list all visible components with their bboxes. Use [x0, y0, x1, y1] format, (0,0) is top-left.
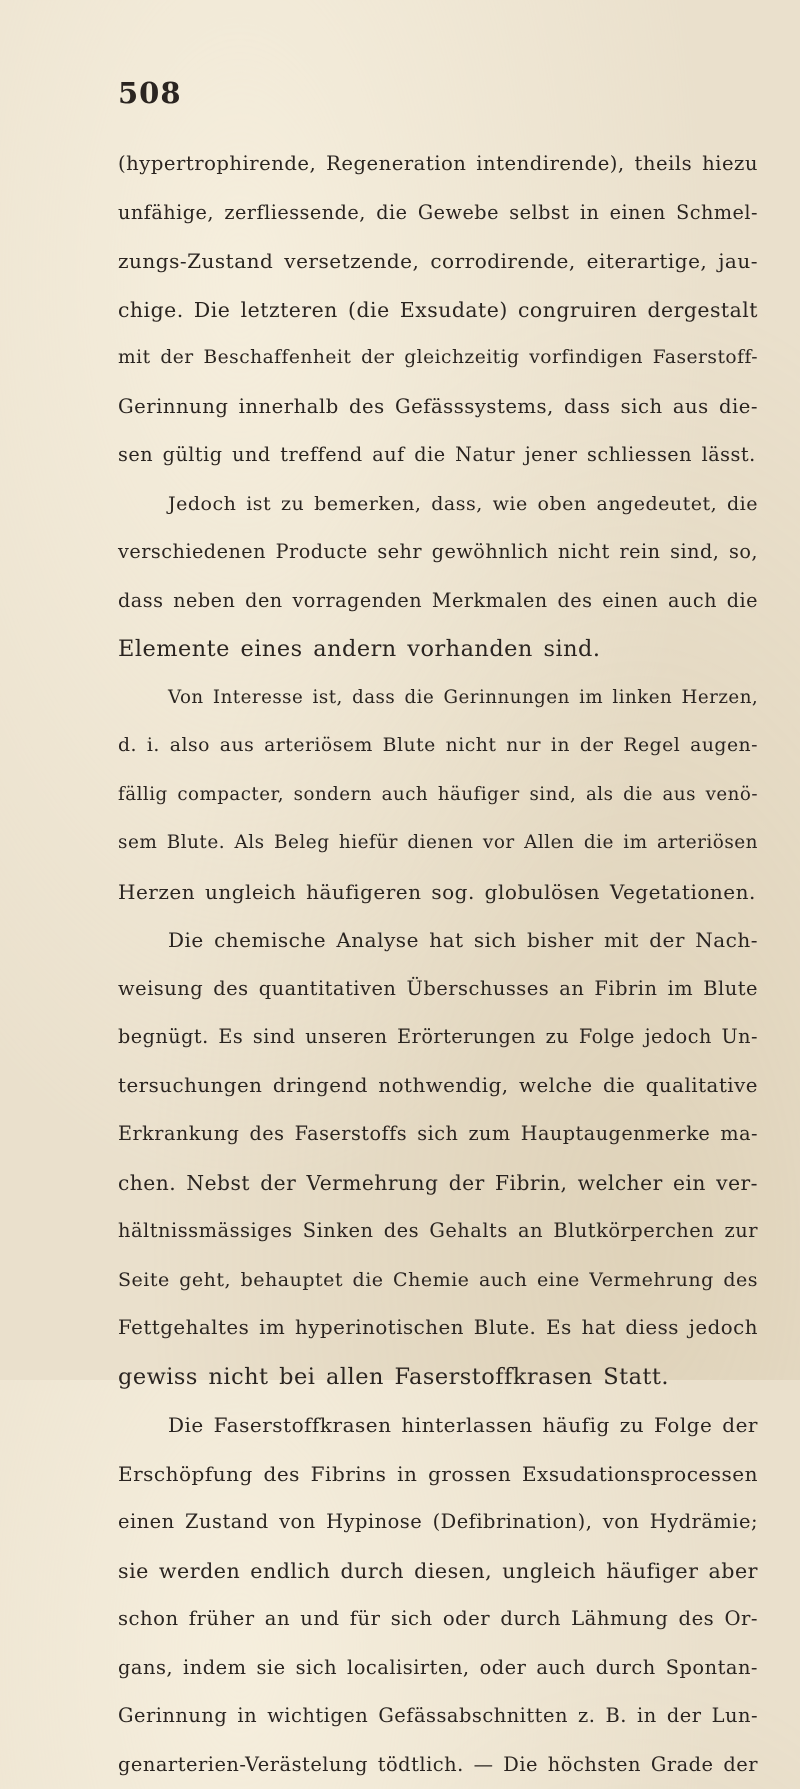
text-line: fällig compacter, sondern auch häufiger sind, als die aus venö- [118, 771, 758, 820]
text-line: gewiss nicht bei allen Faserstoffkrasen Statt. [118, 1353, 758, 1402]
text-line: d. i. also aus arteriösem Blute nicht nur in der Regel augen- [118, 722, 758, 771]
text-line: gans, indem sie sich localisirten, oder auch durch Spontan- [118, 1644, 758, 1693]
text-line: Elemente eines andern vorhanden sind. [118, 625, 758, 674]
paragraph-first-line: Jedoch ist zu bemerken, dass, wie oben angedeutet, die [118, 480, 758, 529]
text-line: dass neben den vorragenden Merkmalen des einen auch die [118, 577, 758, 626]
body-text [118, 140, 758, 1789]
text-line: begnügt. Es sind unseren Erörterungen zu Folge jedoch Un- [118, 1013, 758, 1062]
text-line: Erkrankung des Faserstoffs sich zum Hauptaugenmerke ma- [118, 1110, 758, 1159]
text-line: zungs-Zustand versetzende, corrodirende, eiterartige, jau- [118, 237, 758, 286]
text-line: hältnissmässiges Sinken des Gehalts an Blutkörperchen zur [118, 1207, 758, 1256]
text-line: Seite geht, behauptet die Chemie auch eine Vermehrung des [118, 1256, 758, 1305]
text-line: genarterien-Verästelung tödtlich. — Die höchsten Grade der [118, 1741, 758, 1789]
text-line: Gerinnung in wichtigen Gefässabschnitten z. B. in der Lun- [118, 1692, 758, 1741]
text-line: Herzen ungleich häufigeren sog. globulösen Vegetationen. [118, 868, 758, 917]
text-line: sem Blute. Als Beleg hiefür dienen vor Allen die im arteriösen [118, 819, 758, 868]
text-line: schon früher an und für sich oder durch Lähmung des Or- [118, 1595, 758, 1644]
text-line: sen gültig und treffend auf die Natur jener schliessen lässt. [118, 431, 758, 480]
text-line: verschiedenen Producte sehr gewöhnlich nicht rein sind, so, [118, 528, 758, 577]
text-line: Fettgehaltes im hyperinotischen Blute. Es hat diess jedoch [118, 1304, 758, 1353]
text-line: Erschöpfung des Fibrins in grossen Exsudationsprocessen [118, 1450, 758, 1499]
text-line: tersuchungen dringend nothwendig, welche die qualitative [118, 1062, 758, 1111]
text-line: mit der Beschaffenheit der gleichzeitig vorfindigen Faserstoff- [118, 334, 758, 383]
text-line: chige. Die letzteren (die Exsudate) congruiren dergestalt [118, 286, 758, 335]
text-line: (hypertrophirende, Regeneration intendirende), theils hiezu [118, 140, 758, 189]
text-line: chen. Nebst der Vermehrung der Fibrin, welcher ein ver- [118, 1159, 758, 1208]
text-line: einen Zustand von Hypinose (Defibrination), von Hydrämie; [118, 1498, 758, 1547]
text-line: weisung des quantitativen Überschusses an Fibrin im Blute [118, 965, 758, 1014]
paragraph-first-line: Die chemische Analyse hat sich bisher mit der Nach- [118, 916, 758, 965]
paragraph-first-line: Von Interesse ist, dass die Gerinnungen im linken Herzen, [118, 674, 758, 723]
page-number: 508 [118, 76, 182, 110]
paragraph-first-line: Die Faserstoffkrasen hinterlassen häufig zu Folge der [118, 1401, 758, 1450]
text-line: sie werden endlich durch diesen, ungleich häufiger aber [118, 1547, 758, 1596]
text-line: Gerinnung innerhalb des Gefässsystems, dass sich aus die- [118, 383, 758, 432]
text-line: unfähige, zerfliessende, die Gewebe selbst in einen Schmel- [118, 189, 758, 238]
